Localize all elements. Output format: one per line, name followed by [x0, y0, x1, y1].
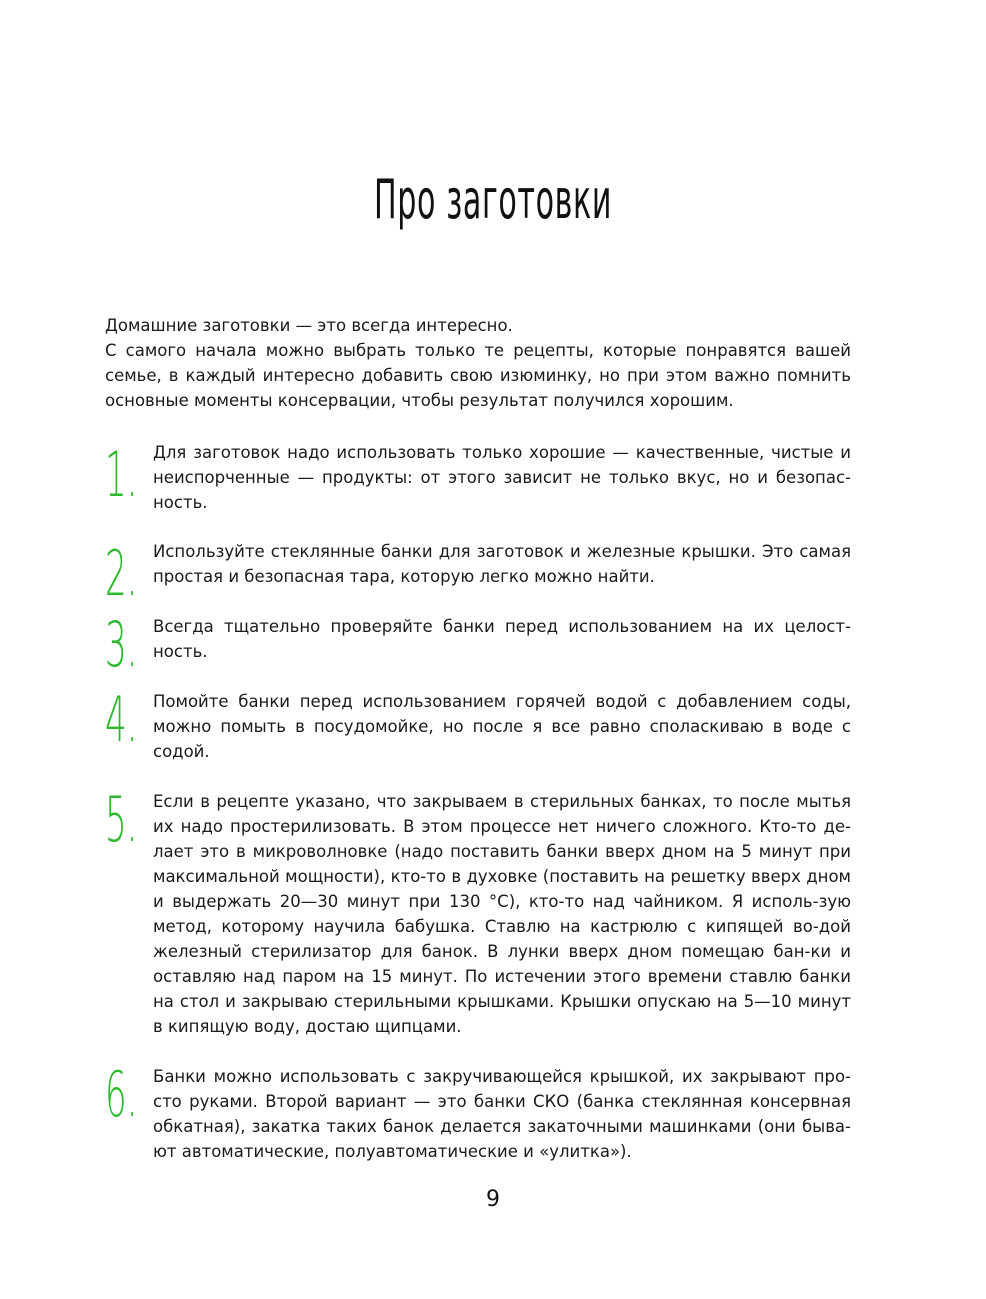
intro-paragraph: [105, 313, 851, 413]
item-text-6: Банки можно использовать с закручивающейся крышкой, их закрывают про-сто руками. Второй вариант — это банки СКО (банка стеклянная консервная обкатная), закатка таких банок делается закаточными машинками (они быва-ют автоматические, полуавтоматические и «улитка»).: [153, 1067, 851, 1161]
list-item-3: [105, 608, 851, 681]
page-number: 9: [486, 1187, 500, 1212]
item-text-4: Помойте банки перед использованием горячей водой с добавлением соды, можно помыть в посудомойке, но после я все равно споласкиваю в воде с содой.: [153, 692, 851, 761]
list-item-6: [105, 1058, 851, 1164]
list-item-1: [105, 440, 851, 515]
list-item-2: [105, 537, 851, 610]
intro-line-1: Домашние заготовки — это всегда интересно.: [105, 316, 513, 335]
item-text-3: Всегда тщательно проверяйте банки перед использованием на их целост-ность.: [153, 617, 851, 661]
page-title: Про заготовки: [373, 168, 613, 231]
list-item-5: [105, 783, 851, 1039]
item-number-2: 2.: [105, 537, 138, 610]
item-number-6: 6.: [105, 1058, 138, 1131]
item-number-4: 4.: [105, 683, 138, 756]
item-number-1: 1.: [105, 438, 138, 511]
item-number-5: 5.: [105, 783, 138, 856]
item-text-1: Для заготовок надо использовать только хорошие — качественные, чистые и неиспорченные — продукты: от этого зависит не только вкус, но и безопас-ность.: [153, 443, 851, 512]
item-text-2: Используйте стеклянные банки для заготовок и железные крышки. Это самая простая и безопасная тара, которую легко можно найти.: [153, 542, 851, 586]
list-item-4: [105, 683, 851, 764]
item-text-5: Если в рецепте указано, что закрываем в стерильных банках, то после мытья их надо простерилизовать. В этом процессе нет ничего сложного. Кто-то де-лает это в микроволновке (надо поставить банки вверх дном на 5 минут при максимальной мощности), кто-то в духовке (поставить на решетку вверх дном и выдержать 20—30 минут при 130 °C), кто-то над чайником. Я исполь-зую метод, которому научила бабушка. Ставлю на кастрюлю с кипящей во-дой железный стерилизатор для банок. В лунки вверх дном помещаю бан-ки и оставляю над паром на 15 минут. По истечении этого времени ставлю банки на стол и закрываю стерильными крышками. Крышки опускаю на 5—10 минут в кипящую воду, достаю щипцами.: [153, 792, 851, 1036]
intro-line-2: С самого начала можно выбрать только те рецепты, которые понравятся вашей семье, в каждый интересно добавить свою изюминку, но при этом важно помнить основные моменты консервации, чтобы результат получился хорошим.: [105, 341, 851, 410]
item-number-3: 3.: [105, 608, 138, 681]
